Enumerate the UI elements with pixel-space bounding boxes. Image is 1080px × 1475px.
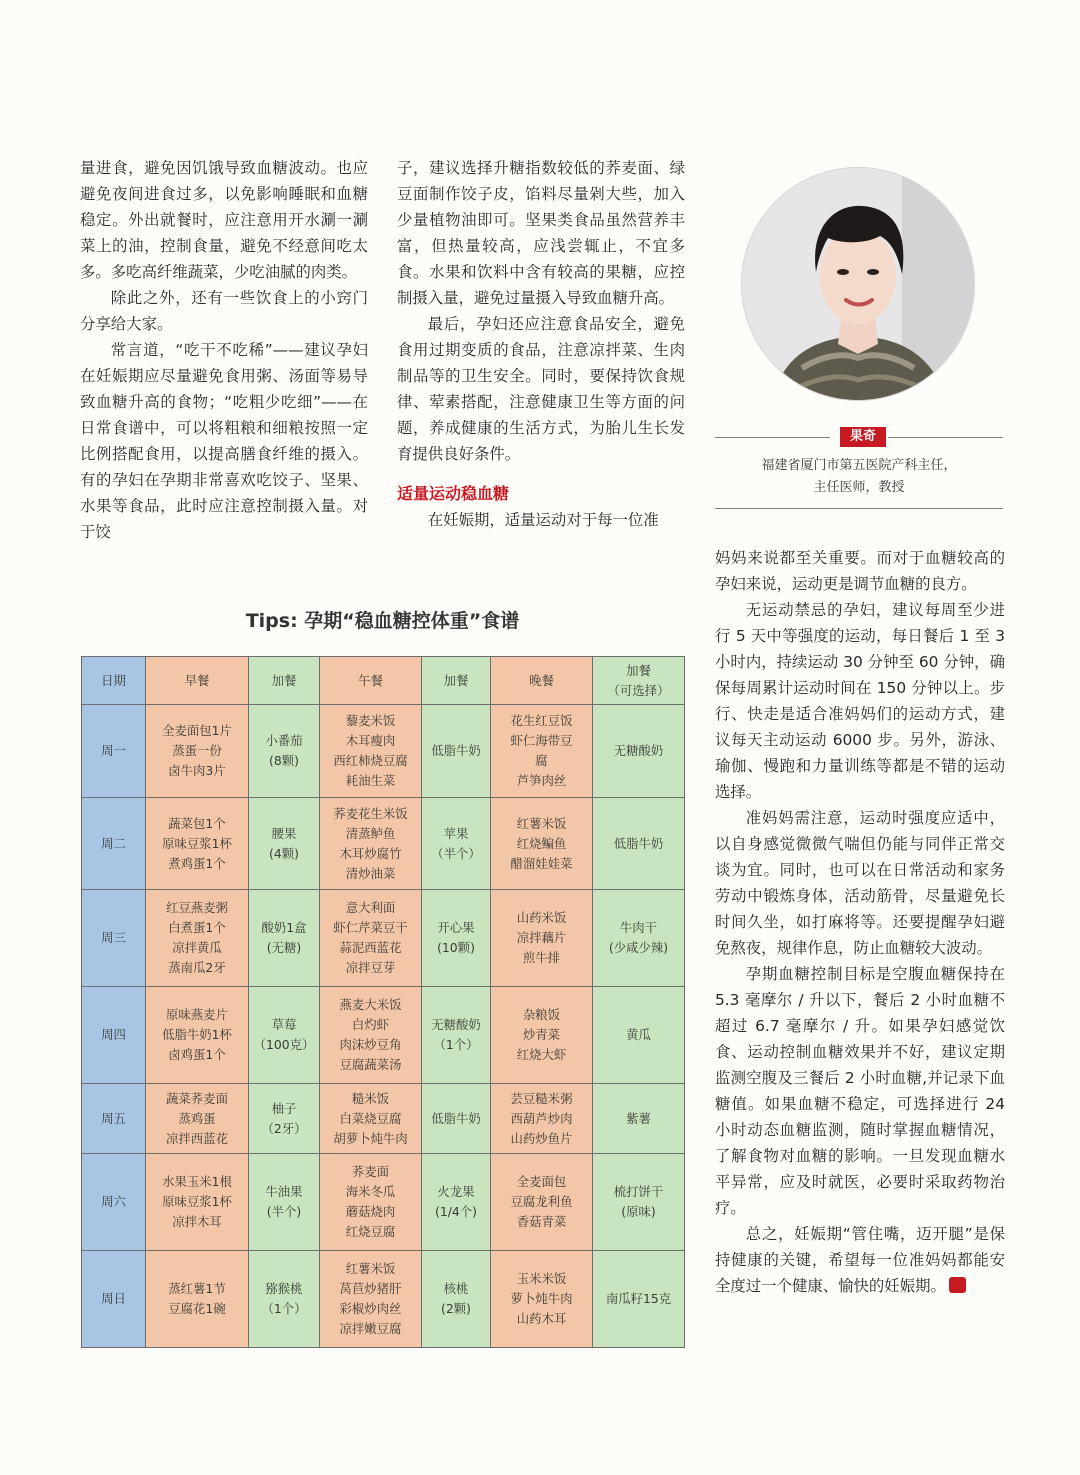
table-row [82, 705, 685, 798]
snack-cell: 无糖酸奶 （1个） [422, 987, 491, 1084]
author-photo [742, 168, 974, 400]
table-row [82, 1251, 685, 1348]
end-mark-icon [949, 1277, 966, 1293]
author-name-badge: 果奇 [840, 427, 886, 447]
table-row [82, 1154, 685, 1251]
section-heading-exercise: 适量运动稳血糖 [397, 484, 510, 503]
author-title-line: 福建省厦门市第五医院产科主任， [761, 458, 957, 473]
snack-cell: 柚子 （2牙） [249, 1083, 320, 1154]
table-header-row [82, 657, 685, 705]
col3-paragraph: 总之，妊娠期“管住嘴，迈开腿”是保持健康的关键，希望每一位准妈妈都能安全度过一个健康、愉快的妊娠期。 [715, 1225, 1005, 1295]
snack-cell: 猕猴桃 （1个） [249, 1251, 320, 1348]
day-cell: 周五 [82, 1083, 146, 1154]
snack-cell: 腰果 (4颗) [249, 797, 320, 890]
col1-paragraph: 常言道，“吃干不吃稀”——建议孕妇在妊娠期应尽量避免食用粥、汤面等易导致血糖升高的食物；“吃粗少吃细”——在日常食谱中，可以将粗粮和细粮按照一定比例搭配食用，以提高膳食纤维的摄入。有的孕妇在孕期非常喜欢吃饺子、坚果、水果等食品，此时应注意控制摄入量。对于饺 [80, 341, 368, 541]
snack-cell: 草莓 （100克） [249, 987, 320, 1084]
lunch-cell: 红薯米饭 莴苣炒猪肝 彩椒炒肉丝 凉拌嫩豆腐 [320, 1251, 422, 1348]
weekly-menu-table [81, 656, 685, 1348]
dinner-cell: 玉米米饭 萝卜炖牛肉 山药木耳 [491, 1251, 593, 1348]
author-description [715, 455, 1003, 499]
dinner-cell: 红薯米饭 红烧鳊鱼 醋溜娃娃菜 [491, 797, 593, 890]
col3-paragraph: 妈妈来说都至关重要。而对于血糖较高的孕妇来说，运动更是调节血糖的良方。 [715, 549, 1005, 593]
article-column-1 [80, 155, 368, 545]
article-column-3 [715, 545, 1005, 1299]
lunch-cell: 荞麦花生米饭 清蒸鲈鱼 木耳炒腐竹 清炒油菜 [320, 797, 422, 890]
snack-cell: 紫薯 [593, 1083, 685, 1154]
tips-title: Tips: 孕期“稳血糖控体重”食谱 [245, 610, 520, 632]
snack-cell: 小番茄 (8颗) [249, 705, 320, 798]
table-row [82, 1083, 685, 1154]
lunch-cell: 意大利面 虾仁芹菜豆干 蒜泥西蓝花 凉拌豆芽 [320, 890, 422, 987]
header-snack-optional: 加餐 （可选择） [593, 657, 685, 705]
header-date: 日期 [82, 657, 146, 705]
dinner-cell: 全麦面包 豆腐龙利鱼 香菇青菜 [491, 1154, 593, 1251]
table-row [82, 890, 685, 987]
snack-cell: 核桃 (2颗) [422, 1251, 491, 1348]
snack-cell: 火龙果 (1/4个) [422, 1154, 491, 1251]
col1-paragraph: 除此之外，还有一些饮食上的小窍门分享给大家。 [80, 289, 368, 333]
col3-paragraph: 孕期血糖控制目标是空腹血糖保持在 5.3 毫摩尔 / 升以下，餐后 2 小时血糖不超过 6.7 毫摩尔 / 升。如果孕妇感觉饮食、运动控制血糖效果并不好，建议定期监测空腹及三餐后 2 小时血糖,并记录下血糖值。如果血糖不稳定，可选择进行 24 小时动态血糖监测，随时掌握血糖情况，了解食物对血糖的影响。一旦发现血糖水平异常，应及时就医，必要时采取药物治疗。 [715, 965, 1005, 1217]
dinner-cell: 芸豆糙米粥 西葫芦炒肉 山药炒鱼片 [491, 1083, 593, 1154]
breakfast-cell: 原味燕麦片 低脂牛奶1杯 卤鸡蛋1个 [146, 987, 249, 1084]
header-snack: 加餐 [422, 657, 491, 705]
lunch-cell: 藜麦米饭 木耳瘦肉 西红柿烧豆腐 耗油生菜 [320, 705, 422, 798]
snack-cell: 苹果 （半个） [422, 797, 491, 890]
table-row [82, 987, 685, 1084]
header-snack: 加餐 [249, 657, 320, 705]
breakfast-cell: 红豆燕麦粥 白煮蛋1个 凉拌黄瓜 蒸南瓜2牙 [146, 890, 249, 987]
dinner-cell: 山药米饭 凉拌藕片 煎牛排 [491, 890, 593, 987]
snack-cell: 牛肉干 (少咸少辣) [593, 890, 685, 987]
col2-paragraph: 子，建议选择升糖指数较低的荞麦面、绿豆面制作饺子皮，馅料尽量剁大些，加入少量植物油即可。坚果类食品虽然营养丰富，但热量较高，应浅尝辄止，不宜多食。水果和饮料中含有较高的果糖，应控制摄入量，避免过量摄入导致血糖升高。 [397, 159, 685, 307]
col1-paragraph: 量进食，避免因饥饿导致血糖波动。也应避免夜间进食过多，以免影响睡眠和血糖稳定。外出就餐时，应注意用开水涮一涮菜上的油，控制食量，避免不经意间吃太多。多吃高纤维蔬菜，少吃油腻的肉类。 [80, 159, 368, 281]
header-lunch: 午餐 [320, 657, 422, 705]
day-cell: 周四 [82, 987, 146, 1084]
col3-paragraph: 无运动禁忌的孕妇，建议每周至少进行 5 天中等强度的运动，每日餐后 1 至 3 小时内，持续运动 30 分钟至 60 分钟，确保每周累计运动时间在 150 分钟以上。步行、快走是适合准妈妈们的运动方式，建议每天主动运动 6000 步。另外，游泳、瑜伽、慢跑和力量训练等都是不错的运动选择。 [715, 601, 1005, 801]
day-cell: 周二 [82, 797, 146, 890]
author-portrait-icon [742, 168, 974, 400]
header-breakfast: 早餐 [146, 657, 249, 705]
breakfast-cell: 蔬菜包1个 原味豆浆1杯 煮鸡蛋1个 [146, 797, 249, 890]
day-cell: 周六 [82, 1154, 146, 1251]
article-column-2 [397, 155, 685, 533]
snack-cell: 开心果 (10颗) [422, 890, 491, 987]
snack-cell: 无糖酸奶 [593, 705, 685, 798]
table-row [82, 797, 685, 890]
snack-cell: 梳打饼干 (原味) [593, 1154, 685, 1251]
column-2-body [397, 155, 685, 467]
snack-cell: 牛油果 (半个) [249, 1154, 320, 1251]
day-cell: 周一 [82, 705, 146, 798]
day-cell: 周日 [82, 1251, 146, 1348]
section-intro: 在妊娠期，适量运动对于每一位准 [427, 511, 659, 529]
breakfast-cell: 水果玉米1根 原味豆浆1杯 凉拌木耳 [146, 1154, 249, 1251]
dinner-cell: 杂粮饭 炒青菜 红烧大虾 [491, 987, 593, 1084]
breakfast-cell: 蒸红薯1节 豆腐花1碗 [146, 1251, 249, 1348]
author-divider-left [715, 437, 830, 438]
breakfast-cell: 蔬菜荞麦面 蒸鸡蛋 凉拌西蓝花 [146, 1083, 249, 1154]
dinner-cell: 花生红豆饭 虾仁海带豆 腐 芦笋肉丝 [491, 705, 593, 798]
author-divider-bottom [715, 508, 1003, 509]
snack-cell: 酸奶1盒 (无糖) [249, 890, 320, 987]
col3-paragraph: 准妈妈需注意，运动时强度应适中，以自身感觉微微气喘但仍能与同伴正常交谈为宜。同时，也可以在日常活动和家务劳动中锻炼身体，活动筋骨，尽量避免长时间久坐，如打麻将等。还要提醒孕妇避免熬夜，规律作息，防止血糖较大波动。 [715, 809, 1005, 957]
day-cell: 周三 [82, 890, 146, 987]
lunch-cell: 荞麦面 海米冬瓜 蘑菇烧肉 红烧豆腐 [320, 1154, 422, 1251]
author-divider-right [888, 437, 1003, 438]
snack-cell: 南瓜籽15克 [593, 1251, 685, 1348]
lunch-cell: 糙米饭 白菜烧豆腐 胡萝卜炖牛肉 [320, 1083, 422, 1154]
breakfast-cell: 全麦面包1片 蒸蛋一份 卤牛肉3片 [146, 705, 249, 798]
lunch-cell: 燕麦大米饭 白灼虾 肉沫炒豆角 豆腐蔬菜汤 [320, 987, 422, 1084]
snack-cell: 低脂牛奶 [593, 797, 685, 890]
author-title-line: 主任医师，教授 [813, 480, 905, 495]
snack-cell: 低脂牛奶 [422, 705, 491, 798]
col2-paragraph: 最后，孕妇还应注意食品安全，避免食用过期变质的食品，注意凉拌菜、生肉制品等的卫生安全。同时，要保持饮食规律、荤素搭配，注意健康卫生等方面的问题，养成健康的生活方式，为胎儿生长发育提供良好条件。 [397, 315, 685, 463]
snack-cell: 黄瓜 [593, 987, 685, 1084]
snack-cell: 低脂牛奶 [422, 1083, 491, 1154]
header-dinner: 晚餐 [491, 657, 593, 705]
